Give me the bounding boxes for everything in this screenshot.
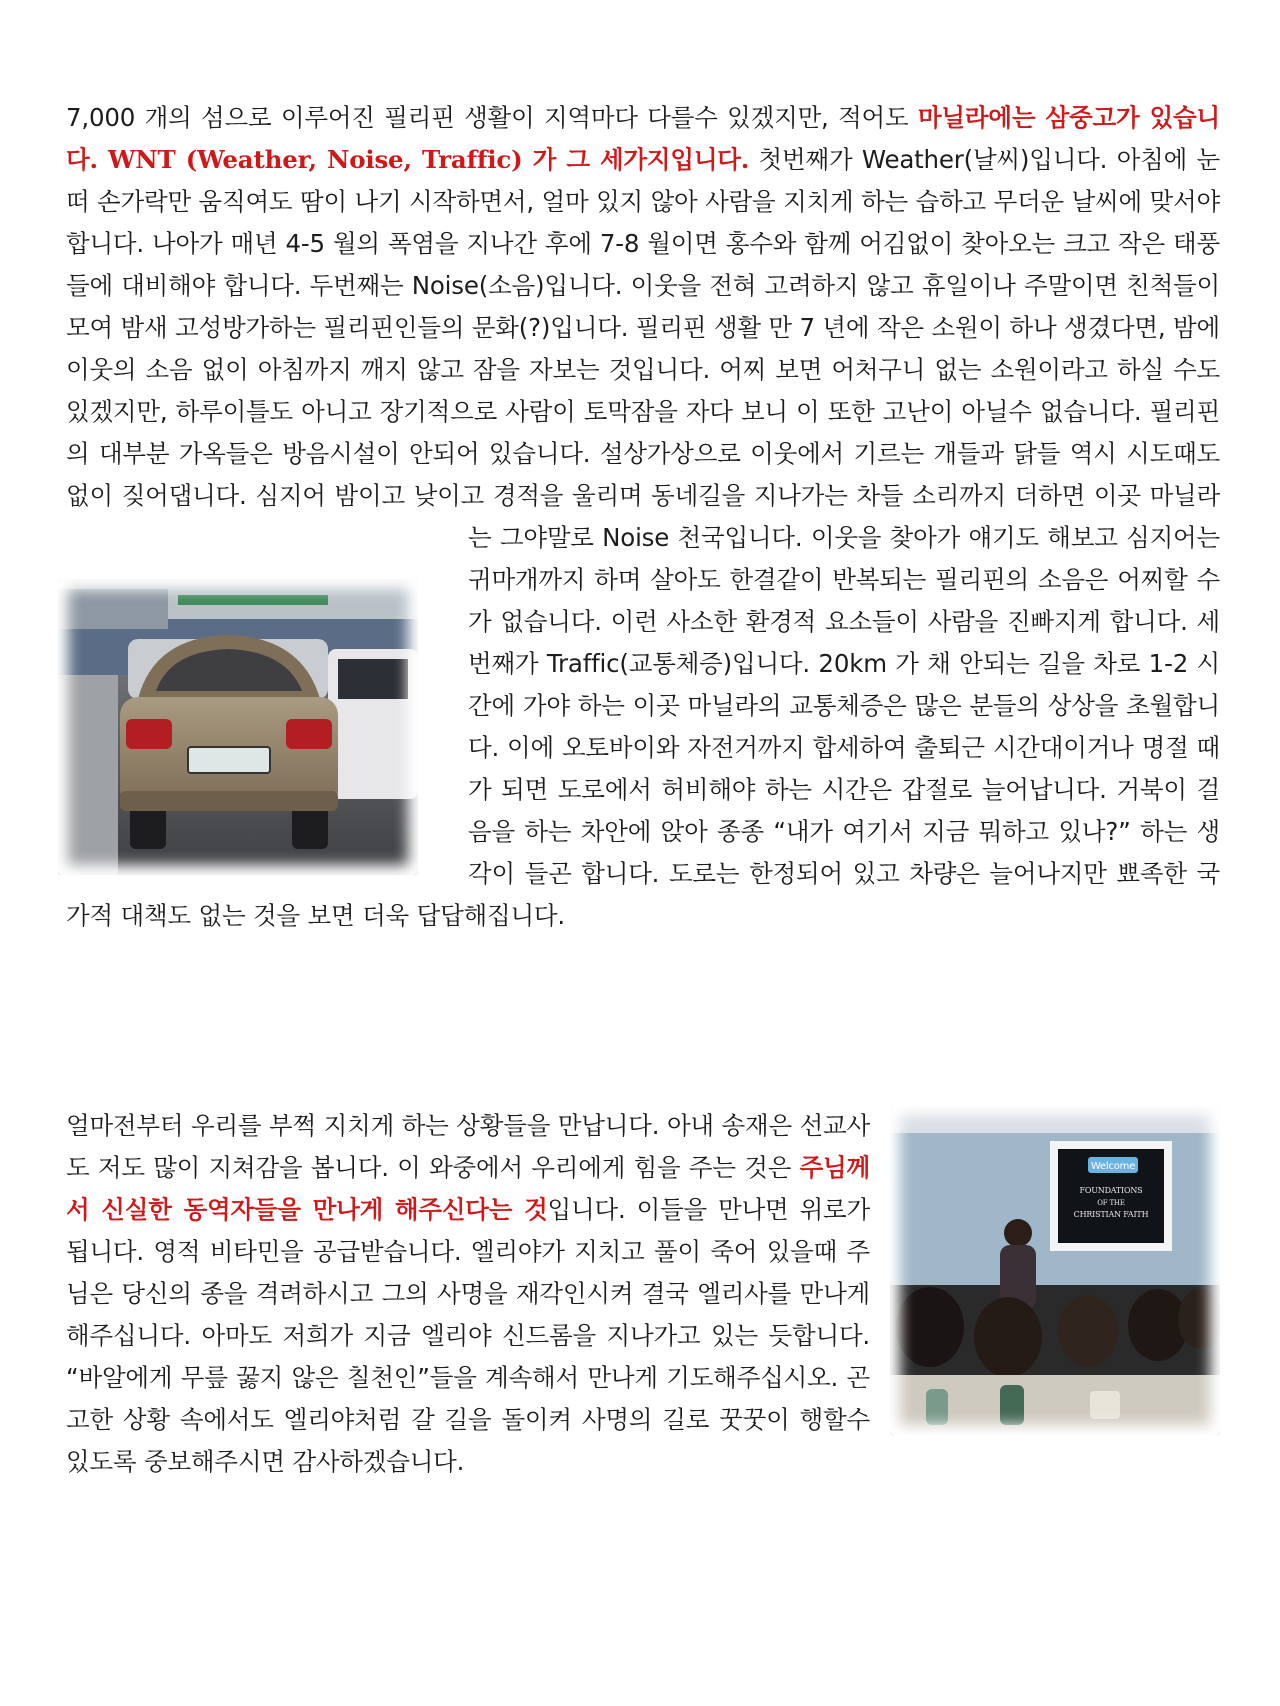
slide-line3: CHRISTIAN FAITH: [1073, 1210, 1149, 1219]
traffic-photo: [58, 579, 418, 875]
paragraph1-text-a: 7,000 개의 섬으로 이루어진 필리핀 생활이 지역마다 다를수 있겠지만, 적어도: [66, 103, 918, 132]
paragraph1-text-b: 첫번째가 Weather(날씨)입니다. 아침에 눈떠 손가락만 움직여도 땀이 나기 시작하면서, 얼마 있지 않아 사람을 지치게 하는 습하고 무더운 날씨에 맞서야 합니다. 나아가 매년 4-5 월의 폭염을 지나간 후에 7-8 월이면 홍수와 함께 어김없이 찾아오는 크고 작은 태풍들에 대비해야 합니다. 두번째는 Noise(소음)입니다. 이웃을 전혀 고려하지 않고 휴일이나 주말이면 친척들이 모여 밤새 고성방가하는 필리핀인들의 문화(?)입니다. 필리핀 생활 만 7 년에 작은 소원이 하나 생겼다면, 밤에 이웃의 소음 없이 아침까지 깨지 않고 잠을 자보는 것입니다. 어찌 보면 어처구니 없는 소원이라고 하실 수도 있겠지만, 하루이틀도 아니고 장기적으로 사람이 토막잠을 자다 보니 이 또한 고난이 아닐수 없습니다. 필리핀의 대부분 가옥들은 방음시설이 안되어 있습니다. 설상가상으로 이웃에서 기르는 개들과 닭들 역시 시도때도 없이 짖어댑니다. 심지어 밤이고 낮이고 경적을 울리며 동네길을 지나가는 차들 소리까지 더하면 이곳 마닐라는 그야말로 Noise 천국입니다. 이웃을 찾아가 얘기도 해보고 심지어는 귀마개까지 하며 살아도 한결같이 반복되는 필리핀의 소음은 어찌할 수가 없습니다. 이런 사소한 환경적 요소들이 사람을 진빠지게 합니다. 세번째가 Traffic(교통체증)입니다. 20km 가 채 안되는 길을 차로 1-2 시간에 가야 하는 이곳 마닐라의 교통체증은 많은 분들의 상상을 초월합니다. 이에 오토바이와 자전거까지 합세하여 출퇴근 시간대이거나 명절 때가 되면 도로에서 허비해야 하는 시간은 갑절로 늘어납니다. 거북이 걸음을 하는 차안에 앉아 종종 “내가 여기서 지금 뭐하고 있나?” 하는 생각이 들곤 합니다. 도로는 한정되어 있고 차량은 늘어나지만 뾰족한 국가적 대책도 없는 것을 보면 더욱 답답해집니다.: [66, 145, 1221, 930]
classroom-image: [890, 1105, 1220, 1435]
paragraph-weather-noise-traffic: [66, 97, 1220, 937]
paragraph2-text-b: 입니다. 이들을 만나면 위로가 됩니다. 영적 비타민을 공급받습니다. 엘리야가 지치고 풀이 죽어 있을때 주님은 당신의 종을 격려하시고 그의 사명을 재각인시켜 결국 엘리사를 만나게 해주십니다. 아마도 저희가 지금 엘리야 신드롬을 지나가고 있는 듯합니다. “바알에게 무릎 꿇지 않은 칠천인”들을 계속해서 만나게 기도해주십시오. 곤고한 상황 속에서도 엘리야처럼 갈 길을 돌이켜 사명의 길로 꿋꿋이 행할수 있도록 중보해주시면 감사하겠습니다.: [66, 1195, 870, 1476]
slide-line1: FOUNDATIONS: [1079, 1186, 1143, 1195]
traffic-photo-frame: [58, 539, 450, 869]
paragraph1-highlight: 마닐라에는 삼중고가 있습니다. WNT (Weather, Noise, Traffic) 가 그 세가지입니다.: [66, 103, 1220, 174]
classroom-photo: [890, 1105, 1220, 1435]
car-in-traffic-image: [58, 579, 418, 875]
paragraph2-text-a: 얼마전부터 우리를 부쩍 지치게 하는 상황들을 만납니다. 아내 송재은 선교사도 저도 많이 지쳐감을 봅니다. 이 와중에서 우리에게 힘을 주는 것은: [66, 1111, 870, 1182]
slide-welcome: Welcome: [1090, 1161, 1136, 1172]
slide-line2: OF THE: [1097, 1199, 1125, 1207]
paragraph2-highlight: 주님께서 신실한 동역자들을 만나게 해주신다는 것: [66, 1153, 870, 1224]
paragraph-coworkers: [66, 1105, 1220, 1483]
classroom-photo-frame: [890, 1105, 1228, 1445]
